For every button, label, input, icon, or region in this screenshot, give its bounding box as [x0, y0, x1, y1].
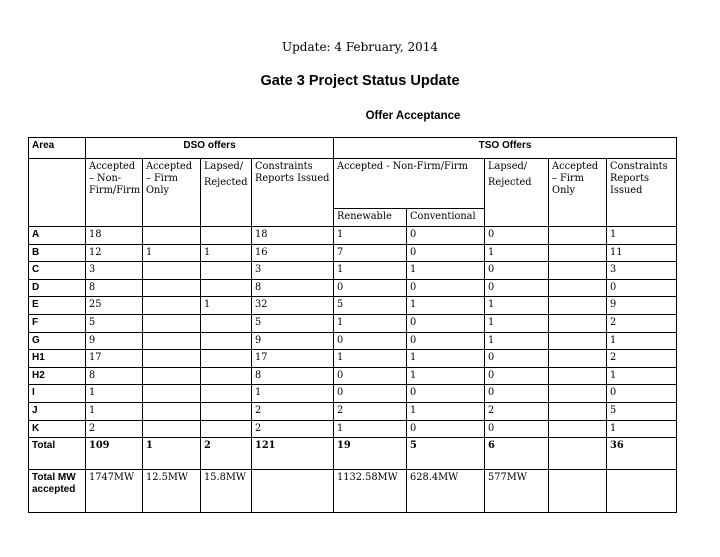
value-cell: 1: [485, 332, 549, 350]
value-cell: 0: [607, 279, 677, 297]
table-row: [29, 279, 677, 297]
value-cell: [143, 279, 201, 297]
table-row: [29, 332, 677, 350]
value-cell: 1: [485, 297, 549, 315]
value-cell: [549, 350, 607, 368]
value-cell: 2: [201, 438, 252, 470]
value-cell: [549, 402, 607, 420]
table-row: [29, 367, 677, 385]
value-cell: [201, 402, 252, 420]
value-cell: 1: [334, 314, 407, 332]
value-cell: 1: [407, 402, 485, 420]
value-cell: 17: [86, 350, 143, 368]
value-cell: 8: [86, 367, 143, 385]
value-cell: 0: [407, 244, 485, 262]
value-cell: 0: [407, 420, 485, 438]
value-cell: 0: [407, 314, 485, 332]
value-cell: [201, 332, 252, 350]
header-row-groups: [29, 138, 677, 159]
total-row: [29, 438, 677, 470]
value-cell: 5: [334, 297, 407, 315]
value-cell: 1747MW: [86, 470, 143, 513]
value-cell: [143, 332, 201, 350]
value-cell: 18: [86, 227, 143, 245]
value-cell: 1: [143, 438, 201, 470]
value-cell: 121: [252, 438, 334, 470]
dso-accepted-firm-header: Accepted – Firm Only: [143, 159, 201, 227]
value-cell: [549, 314, 607, 332]
value-cell: 0: [334, 332, 407, 350]
area-cell: H1: [29, 350, 86, 368]
value-cell: 36: [607, 438, 677, 470]
value-cell: [549, 244, 607, 262]
update-date: Update: 4 February, 2014: [281, 40, 439, 54]
table-row: [29, 244, 677, 262]
value-cell: 5: [252, 314, 334, 332]
value-cell: [143, 314, 201, 332]
value-cell: 1: [485, 314, 549, 332]
value-cell: [201, 385, 252, 403]
dso-accepted-nonfirm-header: Accepted – Non-Firm/Firm: [86, 159, 143, 227]
value-cell: 0: [485, 227, 549, 245]
value-cell: [252, 470, 334, 513]
section-subtitle: Offer Acceptance: [365, 110, 461, 122]
value-cell: [143, 350, 201, 368]
value-cell: [549, 385, 607, 403]
value-cell: 25: [86, 297, 143, 315]
area-cell: H2: [29, 367, 86, 385]
table-row: [29, 297, 677, 315]
value-cell: [201, 367, 252, 385]
value-cell: [143, 297, 201, 315]
value-cell: 0: [407, 279, 485, 297]
area-cell: Total MW accepted: [29, 470, 86, 513]
value-cell: 8: [252, 367, 334, 385]
total-mw-row: [29, 470, 677, 513]
value-cell: 1: [607, 332, 677, 350]
value-cell: [201, 350, 252, 368]
table-row: [29, 402, 677, 420]
value-cell: 3: [252, 262, 334, 280]
tso-conventional-header: Conventional: [407, 209, 485, 227]
value-cell: 1: [407, 262, 485, 280]
value-cell: 2: [252, 420, 334, 438]
value-cell: 1: [334, 420, 407, 438]
page-title: Gate 3 Project Status Update: [260, 73, 460, 89]
value-cell: 0: [407, 227, 485, 245]
value-cell: 1: [334, 227, 407, 245]
dso-lapsed-line2: Rejected: [204, 177, 248, 188]
value-cell: [143, 420, 201, 438]
value-cell: 12.5MW: [143, 470, 201, 513]
value-cell: 3: [86, 262, 143, 280]
value-cell: 2: [86, 420, 143, 438]
value-cell: 0: [485, 420, 549, 438]
area-cell: B: [29, 244, 86, 262]
value-cell: [549, 227, 607, 245]
value-cell: 1: [485, 244, 549, 262]
value-cell: 0: [485, 262, 549, 280]
value-cell: 0: [485, 367, 549, 385]
area-cell: Total: [29, 438, 86, 470]
tso-accepted-firm-header: Accepted – Firm Only: [549, 159, 607, 227]
value-cell: 17: [252, 350, 334, 368]
value-cell: 0: [334, 367, 407, 385]
value-cell: [549, 262, 607, 280]
value-cell: 18: [252, 227, 334, 245]
table-row: [29, 314, 677, 332]
value-cell: 9: [86, 332, 143, 350]
value-cell: 1: [86, 402, 143, 420]
value-cell: 2: [607, 350, 677, 368]
tso-renewable-header: Renewable: [334, 209, 407, 227]
value-cell: [201, 420, 252, 438]
value-cell: 6: [485, 438, 549, 470]
value-cell: 16: [252, 244, 334, 262]
table-row: [29, 420, 677, 438]
value-cell: 1: [201, 297, 252, 315]
value-cell: 1132.58MW: [334, 470, 407, 513]
value-cell: 2: [334, 402, 407, 420]
value-cell: 628.4MW: [407, 470, 485, 513]
value-cell: [549, 470, 607, 513]
value-cell: [201, 314, 252, 332]
tso-lapsed-line2: Rejected: [488, 177, 532, 188]
value-cell: 1: [334, 262, 407, 280]
tso-constraints-header: Constraints Reports Issued: [607, 159, 677, 227]
table-row: [29, 350, 677, 368]
table-row: [29, 262, 677, 280]
value-cell: 1: [607, 367, 677, 385]
value-cell: [201, 262, 252, 280]
value-cell: [549, 367, 607, 385]
value-cell: 0: [485, 279, 549, 297]
value-cell: [201, 227, 252, 245]
value-cell: [549, 279, 607, 297]
dso-offers-header: DSO offers: [86, 138, 334, 159]
value-cell: [143, 262, 201, 280]
value-cell: 5: [407, 438, 485, 470]
value-cell: 2: [485, 402, 549, 420]
value-cell: 2: [607, 314, 677, 332]
value-cell: 32: [252, 297, 334, 315]
area-cell: E: [29, 297, 86, 315]
value-cell: 577MW: [485, 470, 549, 513]
dso-lapsed-line1: Lapsed/: [204, 161, 244, 172]
value-cell: 1: [143, 244, 201, 262]
value-cell: 0: [407, 385, 485, 403]
value-cell: 0: [485, 385, 549, 403]
value-cell: 1: [334, 350, 407, 368]
value-cell: 11: [607, 244, 677, 262]
header-row-columns: [29, 159, 677, 209]
value-cell: 0: [607, 385, 677, 403]
tso-lapsed-line1: Lapsed/: [488, 161, 528, 172]
area-cell: A: [29, 227, 86, 245]
value-cell: 8: [252, 279, 334, 297]
value-cell: 0: [407, 332, 485, 350]
value-cell: 2: [252, 402, 334, 420]
value-cell: [143, 402, 201, 420]
value-cell: 9: [252, 332, 334, 350]
area-cell: J: [29, 402, 86, 420]
area-cell: C: [29, 262, 86, 280]
value-cell: [143, 385, 201, 403]
value-cell: 15.8MW: [201, 470, 252, 513]
offer-acceptance-table: [28, 137, 677, 513]
value-cell: 7: [334, 244, 407, 262]
value-cell: 12: [86, 244, 143, 262]
value-cell: 1: [407, 367, 485, 385]
area-cell: G: [29, 332, 86, 350]
value-cell: 5: [607, 402, 677, 420]
value-cell: [549, 297, 607, 315]
value-cell: 8: [86, 279, 143, 297]
value-cell: 1: [607, 420, 677, 438]
tso-accepted-nonfirm-header: Accepted - Non-Firm/Firm: [334, 159, 485, 209]
area-header-blank: [29, 159, 86, 227]
value-cell: 3: [607, 262, 677, 280]
value-cell: 1: [252, 385, 334, 403]
value-cell: 1: [86, 385, 143, 403]
value-cell: [607, 470, 677, 513]
value-cell: 9: [607, 297, 677, 315]
table-row: [29, 385, 677, 403]
value-cell: [549, 332, 607, 350]
value-cell: [201, 279, 252, 297]
dso-constraints-header: Constraints Reports Issued: [252, 159, 334, 227]
value-cell: [549, 420, 607, 438]
value-cell: 109: [86, 438, 143, 470]
value-cell: 0: [485, 350, 549, 368]
value-cell: 19: [334, 438, 407, 470]
value-cell: [143, 367, 201, 385]
value-cell: 1: [407, 350, 485, 368]
table-row: [29, 227, 677, 245]
tso-lapsed-header: [485, 159, 549, 227]
area-cell: F: [29, 314, 86, 332]
area-header: Area: [29, 138, 86, 159]
value-cell: [143, 227, 201, 245]
area-cell: I: [29, 385, 86, 403]
value-cell: 0: [334, 279, 407, 297]
area-cell: K: [29, 420, 86, 438]
tso-offers-header: TSO Offers: [334, 138, 677, 159]
dso-lapsed-header: [201, 159, 252, 227]
value-cell: 5: [86, 314, 143, 332]
area-cell: D: [29, 279, 86, 297]
value-cell: 1: [201, 244, 252, 262]
value-cell: [549, 438, 607, 470]
value-cell: 1: [407, 297, 485, 315]
value-cell: 0: [334, 385, 407, 403]
value-cell: 1: [607, 227, 677, 245]
